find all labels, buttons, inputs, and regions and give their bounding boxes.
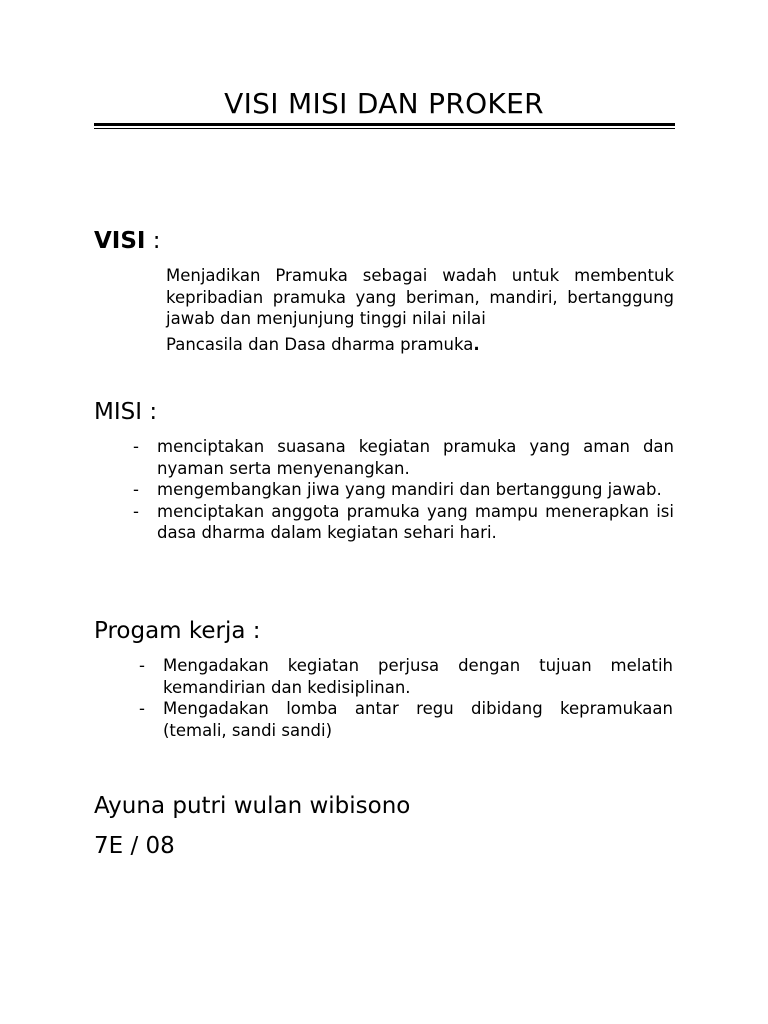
misi-item-text: menciptakan anggota pramuka yang mampu menerapkan isi dasa dharma dalam kegiatan sehari hari.: [157, 501, 674, 542]
title-underline-thick: [94, 123, 675, 126]
misi-list: [133, 436, 674, 544]
misi-heading: MISI :: [94, 399, 158, 425]
list-dash: -: [139, 699, 145, 718]
visi-heading-colon: :: [145, 228, 161, 254]
program-item: [139, 655, 673, 698]
program-item-text: Mengadakan kegiatan perjusa dengan tujuan melatih kemandirian dan kedisiplinan.: [163, 656, 673, 697]
visi-heading: [94, 226, 161, 256]
misi-item-text: mengembangkan jiwa yang mandiri dan bertanggung jawab.: [157, 480, 662, 499]
program-item: [139, 698, 673, 741]
program-item-text: Mengadakan lomba antar regu dibidang kepramukaan (temali, sandi sandi): [163, 699, 673, 740]
class-number: 7E / 08: [94, 833, 175, 859]
misi-item: [133, 479, 674, 501]
visi-heading-label: VISI: [94, 228, 146, 254]
visi-paragraph-last-text: Pancasila dan Dasa dharma pramuka: [166, 334, 474, 354]
misi-item: [133, 501, 674, 544]
page-title: VISI MISI DAN PROKER: [224, 87, 544, 120]
program-heading: Progam kerja :: [94, 618, 261, 644]
list-dash: -: [133, 501, 139, 521]
visi-paragraph-period: .: [473, 334, 480, 354]
visi-paragraph-text: Menjadikan Pramuka sebagai wadah untuk membentuk kepribadian pramuka yang beriman, mandiri, bertanggung jawab dan menjunjung tinggi nilai nilai: [166, 266, 674, 328]
visi-paragraph: [166, 265, 674, 355]
title-underline-thin: [94, 128, 675, 129]
visi-paragraph-last-line: [166, 334, 674, 356]
list-dash: -: [133, 480, 139, 499]
list-dash: -: [139, 656, 145, 675]
program-list: [139, 655, 673, 741]
list-dash: -: [133, 437, 139, 456]
misi-item: [133, 436, 674, 479]
misi-item-text: menciptakan suasana kegiatan pramuka yang aman dan nyaman serta menyenangkan.: [157, 437, 674, 478]
author-name: Ayuna putri wulan wibisono: [94, 793, 411, 819]
